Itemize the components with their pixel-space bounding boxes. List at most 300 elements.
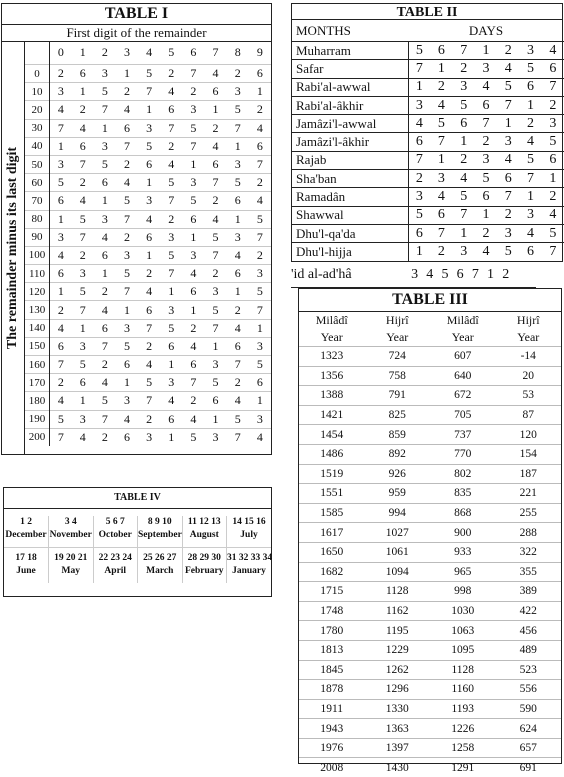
- table-3-row: [299, 542, 561, 562]
- table-4-month: July: [240, 530, 258, 540]
- table-3-row: [299, 660, 561, 680]
- table-1-row: [25, 283, 271, 301]
- table-3-row: [299, 621, 561, 641]
- table-1-cell: 7: [50, 356, 72, 374]
- table-3-cell: 672: [430, 386, 496, 406]
- table-1-cell: 2: [182, 83, 204, 101]
- table-4-cell: [227, 548, 272, 584]
- day-cell: 4: [475, 243, 497, 261]
- day-cell: 2: [430, 78, 452, 96]
- table-1-cell: 6: [72, 65, 94, 83]
- day-cell: 6: [430, 42, 452, 60]
- day-cell: 1: [408, 78, 430, 96]
- table-3-row: [299, 699, 561, 719]
- table-1-cell: 7: [204, 174, 226, 192]
- day-cell: 3: [497, 224, 519, 242]
- table-3-cell: 523: [496, 660, 562, 680]
- day-cell: 2: [475, 133, 497, 151]
- table-4-month: November: [49, 530, 92, 540]
- day-cell: 6: [408, 133, 430, 151]
- table-3-row: [299, 562, 561, 582]
- table-1-row-label: 100: [25, 246, 50, 264]
- table-3-subheader-row: [299, 329, 561, 347]
- table-3-cell: 154: [496, 444, 562, 464]
- month-name: Sha'ban: [292, 170, 408, 188]
- table-3-cell: 859: [365, 425, 431, 445]
- table-1-cell: 1: [204, 410, 226, 428]
- table-3-row: [299, 484, 561, 504]
- day-cell: 4: [542, 206, 564, 224]
- table-1-cell: 6: [160, 410, 182, 428]
- table-1-cell: 4: [160, 392, 182, 410]
- day-cell: 2: [408, 170, 430, 188]
- table-3-subheader: Year: [517, 330, 540, 344]
- table-3-cell: 1027: [365, 523, 431, 543]
- table-3-cell: 1226: [430, 719, 496, 739]
- day-cell: 2: [497, 206, 519, 224]
- table-1-cell: 2: [227, 301, 249, 319]
- table-3-cell: 1813: [299, 640, 365, 660]
- table-3-subheader: Year: [451, 330, 474, 344]
- table-1-cell: 6: [50, 265, 72, 283]
- table-1-cell: 6: [72, 374, 94, 392]
- table-1-cell: 5: [204, 228, 226, 246]
- table-4-title: TABLE IV: [4, 488, 271, 509]
- table-1-row: [25, 410, 271, 428]
- table-1-row: [25, 392, 271, 410]
- table-1-cell: 1: [94, 119, 116, 137]
- table-3-cell: 1195: [365, 621, 431, 641]
- table-1-cell: 1: [72, 319, 94, 337]
- table-1-cell: 2: [138, 265, 160, 283]
- table-1-cell: 5: [227, 410, 249, 428]
- table-1-row: [25, 319, 271, 337]
- table-1-cell: 4: [50, 392, 72, 410]
- table-3-cell: 187: [496, 464, 562, 484]
- table-1-cell: 7: [204, 319, 226, 337]
- table-1-cell: 4: [138, 210, 160, 228]
- table-1-cell: 6: [182, 283, 204, 301]
- table-1-cell: 1: [50, 210, 72, 228]
- table-1-cell: 1: [72, 83, 94, 101]
- table-1-cell: 5: [182, 119, 204, 137]
- id-al-adha-day: 3: [411, 266, 419, 282]
- day-cell: 2: [453, 151, 475, 169]
- table-3-row: [299, 582, 561, 602]
- table-3-row: [299, 758, 561, 777]
- table-1-row-label: 20: [25, 101, 50, 119]
- table-1-cell: 5: [72, 283, 94, 301]
- month-name: Dhu'l-qa'da: [292, 224, 408, 242]
- table-1-row-label: 200: [25, 428, 50, 446]
- table-1-row: [25, 101, 271, 119]
- table-1-cell: 3: [72, 337, 94, 355]
- day-cell: 5: [497, 78, 519, 96]
- table-3-cell: 959: [365, 484, 431, 504]
- day-cell: 4: [497, 60, 519, 78]
- table-1-cell: 5: [138, 65, 160, 83]
- table-2-title: TABLE II: [291, 3, 563, 20]
- table-1-cell: 3: [204, 356, 226, 374]
- table-1-cell: 1: [204, 337, 226, 355]
- table-4-month: May: [61, 566, 80, 576]
- day-cell: 7: [453, 206, 475, 224]
- table-3-cell: 53: [496, 386, 562, 406]
- day-cell: 7: [408, 151, 430, 169]
- id-al-adha-label: 'id al-ad'hâ: [291, 266, 352, 282]
- table-1-cell: 6: [227, 265, 249, 283]
- table-3-cell: 825: [365, 405, 431, 425]
- table-3-cell: 255: [496, 503, 562, 523]
- table-3-row: [299, 425, 561, 445]
- table-1-cell: 5: [50, 410, 72, 428]
- table-3-cell: 1330: [365, 699, 431, 719]
- table-3-subheader: Year: [386, 330, 409, 344]
- table-1-cell: 3: [249, 337, 271, 355]
- table-3-cell: 489: [496, 640, 562, 660]
- day-cell: 7: [475, 115, 497, 133]
- table-2: [291, 3, 563, 288]
- table-1-cell: 7: [94, 101, 116, 119]
- table-1-cell: 2: [249, 174, 271, 192]
- day-cell: 2: [542, 96, 564, 114]
- table-1-cell: 6: [138, 301, 160, 319]
- table-1-header-row: [25, 41, 271, 65]
- table-1-cell: 1: [182, 155, 204, 173]
- table-3-cell: 288: [496, 523, 562, 543]
- table-1-cell: 7: [249, 301, 271, 319]
- day-cell: 1: [430, 151, 452, 169]
- table-1-column-header: 3: [123, 45, 130, 59]
- table-1-cell: 6: [160, 101, 182, 119]
- table-4-month: February: [184, 566, 224, 576]
- table-1-cell: 2: [249, 101, 271, 119]
- day-cell: 4: [475, 78, 497, 96]
- table-1-cell: 6: [249, 137, 271, 155]
- table-3-cell: 355: [496, 562, 562, 582]
- table-1-cell: 7: [182, 137, 204, 155]
- table-3-row: [299, 523, 561, 543]
- table-1-cell: 3: [182, 174, 204, 192]
- table-4-month: December: [5, 530, 47, 540]
- table-1-cell: 3: [116, 319, 138, 337]
- table-1-cell: 7: [204, 246, 226, 264]
- day-cell: 5: [453, 96, 475, 114]
- table-3-cell: 1454: [299, 425, 365, 445]
- table-1-cell: 7: [94, 337, 116, 355]
- table-1-cell: 4: [249, 428, 271, 446]
- id-al-adha-day: 1: [487, 266, 495, 282]
- table-3-cell: 1911: [299, 699, 365, 719]
- table-2-row: [292, 42, 564, 60]
- table-3-row: [299, 680, 561, 700]
- table-1-cell: 3: [94, 137, 116, 155]
- table-1-row-label: 190: [25, 410, 50, 428]
- table-3-cell: 657: [496, 738, 562, 758]
- day-cell: 6: [519, 243, 541, 261]
- table-1-cell: 7: [227, 428, 249, 446]
- table-1-cell: 3: [50, 155, 72, 173]
- month-name: Jamâzi'l-awwal: [292, 115, 408, 133]
- table-1-grid: [25, 41, 271, 446]
- month-name: Safar: [292, 60, 408, 78]
- table-1-cell: 7: [182, 65, 204, 83]
- table-3-cell: 1682: [299, 562, 365, 582]
- day-cell: 6: [542, 60, 564, 78]
- table-1-cell: 3: [249, 265, 271, 283]
- table-3-header: Milâdî: [446, 313, 479, 327]
- table-4-cell: [93, 548, 138, 584]
- table-1-cell: 2: [249, 246, 271, 264]
- table-1-row: [25, 301, 271, 319]
- month-name: Jamâzi'l-âkhir: [292, 133, 408, 151]
- table-1-cell: 7: [116, 283, 138, 301]
- table-1-cell: 1: [138, 246, 160, 264]
- table-1-row-label: 80: [25, 210, 50, 228]
- day-cell: 1: [408, 243, 430, 261]
- table-1-cell: 1: [160, 283, 182, 301]
- day-cell: 5: [430, 115, 452, 133]
- table-1-cell: 4: [72, 428, 94, 446]
- table-1-column-header: 9: [256, 45, 263, 59]
- table-2-row: [292, 78, 564, 96]
- table-3-cell: 590: [496, 699, 562, 719]
- table-1-cell: 1: [182, 228, 204, 246]
- table-1-cell: 5: [94, 392, 116, 410]
- table-4-month: September: [138, 530, 182, 540]
- day-cell: 1: [475, 42, 497, 60]
- table-4-numbers: 17 18: [15, 553, 37, 563]
- table-4-cell: [49, 548, 94, 584]
- table-1-column-header: 7: [212, 45, 219, 59]
- table-4-cell: [182, 516, 227, 548]
- table-1-row: [25, 356, 271, 374]
- table-3-cell: 1617: [299, 523, 365, 543]
- day-cell: 7: [542, 243, 564, 261]
- day-cell: 7: [453, 42, 475, 60]
- table-1-column-header: 8: [234, 45, 241, 59]
- table-3-cell: 998: [430, 582, 496, 602]
- table-3-cell: 221: [496, 484, 562, 504]
- table-3-cell: 1128: [430, 660, 496, 680]
- table-2-row: [292, 60, 564, 78]
- table-1-cell: 2: [116, 228, 138, 246]
- table-1-cell: 3: [116, 392, 138, 410]
- table-1-cell: 4: [116, 101, 138, 119]
- table-1-cell: 1: [94, 192, 116, 210]
- table-4-numbers: 1 2: [20, 517, 32, 527]
- table-3-cell: 900: [430, 523, 496, 543]
- table-1-row: [25, 83, 271, 101]
- day-cell: 3: [519, 206, 541, 224]
- table-1-cell: 5: [227, 174, 249, 192]
- table-2-row: [292, 188, 564, 206]
- table-1-row: [25, 174, 271, 192]
- table-1-cell: 2: [182, 319, 204, 337]
- day-cell: 1: [542, 170, 564, 188]
- table-1-cell: 6: [116, 119, 138, 137]
- table-1-cell: 4: [72, 192, 94, 210]
- table-1-cell: 2: [204, 192, 226, 210]
- table-1-cell: 5: [249, 356, 271, 374]
- table-3-cell: 456: [496, 621, 562, 641]
- table-1-cell: 7: [138, 83, 160, 101]
- table-2-row: [292, 115, 564, 133]
- table-3-cell: 1715: [299, 582, 365, 602]
- table-4-numbers: 11 12 13: [187, 517, 221, 527]
- id-al-adha-day: 2: [502, 266, 510, 282]
- table-3-cell: 640: [430, 366, 496, 386]
- table-4-numbers: 14 15 16: [232, 517, 266, 527]
- day-cell: 5: [497, 243, 519, 261]
- table-1-cell: 7: [182, 374, 204, 392]
- table-3-cell: 835: [430, 484, 496, 504]
- month-name: Rabi'al-awwal: [292, 78, 408, 96]
- table-4-month: April: [104, 566, 127, 576]
- table-3-row: [299, 444, 561, 464]
- day-cell: 7: [497, 96, 519, 114]
- table-1-cell: 2: [138, 337, 160, 355]
- day-cell: 2: [519, 115, 541, 133]
- table-4-month: January: [232, 566, 266, 576]
- table-3-row: [299, 738, 561, 758]
- table-1-cell: 6: [160, 337, 182, 355]
- table-4-cell: [4, 516, 49, 548]
- table-1-row: [25, 210, 271, 228]
- table-1-row-label: 30: [25, 119, 50, 137]
- table-1-cell: 4: [138, 356, 160, 374]
- table-3-header-row: [299, 312, 561, 329]
- table-1-cell: 4: [249, 192, 271, 210]
- day-cell: 5: [453, 188, 475, 206]
- table-1-cell: 1: [138, 174, 160, 192]
- day-cell: 2: [497, 42, 519, 60]
- month-name: Shawwal: [292, 206, 408, 224]
- table-3: [298, 288, 562, 774]
- table-3-header: Hijrî: [516, 313, 540, 327]
- day-cell: 4: [519, 133, 541, 151]
- table-4-numbers: 5 6 7: [105, 517, 125, 527]
- table-1-cell: 7: [227, 119, 249, 137]
- day-cell: 7: [542, 78, 564, 96]
- table-3-cell: 933: [430, 542, 496, 562]
- table-4-cell: [227, 516, 272, 548]
- table-1-cell: 3: [227, 228, 249, 246]
- table-1-cell: 5: [182, 428, 204, 446]
- table-1-cell: 4: [116, 174, 138, 192]
- day-cell: 3: [475, 60, 497, 78]
- table-1-cell: 4: [204, 137, 226, 155]
- day-cell: 5: [519, 60, 541, 78]
- table-3-cell: 1486: [299, 444, 365, 464]
- table-4-month: June: [16, 566, 36, 576]
- day-cell: 4: [542, 42, 564, 60]
- table-3-cell: 20: [496, 366, 562, 386]
- table-1-row-label: 180: [25, 392, 50, 410]
- table-1-cell: 5: [249, 210, 271, 228]
- table-3-row: [299, 719, 561, 739]
- table-1-cell: 2: [50, 374, 72, 392]
- table-3-cell: 791: [365, 386, 431, 406]
- table-1-row-label: 40: [25, 137, 50, 155]
- day-cell: 4: [497, 151, 519, 169]
- table-1-row-label: 50: [25, 155, 50, 173]
- table-1-row: [25, 155, 271, 173]
- table-1-cell: 4: [94, 228, 116, 246]
- table-1-row-label: 60: [25, 174, 50, 192]
- day-cell: 5: [475, 170, 497, 188]
- table-1-cell: 2: [160, 210, 182, 228]
- table-1-cell: 6: [249, 374, 271, 392]
- table-1-cell: 6: [138, 155, 160, 173]
- table-4-numbers: 19 20 21: [54, 553, 88, 563]
- table-1-cell: 2: [116, 83, 138, 101]
- table-4-month: March: [146, 566, 174, 576]
- table-3-row: [299, 640, 561, 660]
- table-1-cell: 4: [138, 283, 160, 301]
- table-1-column-header: 0: [57, 45, 64, 59]
- table-4-numbers: 3 4: [64, 517, 77, 527]
- table-3-cell: 1061: [365, 542, 431, 562]
- table-1-cell: 2: [50, 301, 72, 319]
- table-1-row: [25, 192, 271, 210]
- table-1-row-label: 90: [25, 228, 50, 246]
- day-cell: 3: [453, 243, 475, 261]
- table-1-cell: 2: [94, 283, 116, 301]
- table-1-row: [25, 246, 271, 264]
- table-1-cell: 7: [72, 301, 94, 319]
- table-1-cell: 2: [72, 246, 94, 264]
- day-cell: 1: [430, 60, 452, 78]
- table-3-row: [299, 601, 561, 621]
- table-3-cell: 322: [496, 542, 562, 562]
- table-1-cell: 7: [138, 392, 160, 410]
- table-1-cell: 1: [160, 428, 182, 446]
- table-1-row-label: 130: [25, 301, 50, 319]
- table-1-cell: 5: [116, 192, 138, 210]
- day-cell: 3: [542, 115, 564, 133]
- table-3-cell: 1095: [430, 640, 496, 660]
- day-cell: 7: [497, 188, 519, 206]
- table-4-row: [4, 516, 271, 548]
- table-3-cell: 1030: [430, 601, 496, 621]
- table-1-row-label: 150: [25, 337, 50, 355]
- table-1-cell: 5: [72, 356, 94, 374]
- day-cell: 6: [519, 78, 541, 96]
- table-3-row: [299, 503, 561, 523]
- table-1-row-label: 160: [25, 356, 50, 374]
- table-1-row-label: 70: [25, 192, 50, 210]
- table-1-cell: 2: [72, 101, 94, 119]
- day-cell: 6: [430, 206, 452, 224]
- table-3-cell: 868: [430, 503, 496, 523]
- table-1-cell: 7: [249, 228, 271, 246]
- table-1-cell: 5: [249, 283, 271, 301]
- table-1-cell: 1: [249, 392, 271, 410]
- table-1-cell: 7: [50, 428, 72, 446]
- table-3-cell: 607: [430, 347, 496, 367]
- table-1-cell: 4: [50, 246, 72, 264]
- table-1-cell: 1: [50, 137, 72, 155]
- table-1-cell: 5: [204, 374, 226, 392]
- id-al-adha-day: 4: [426, 266, 434, 282]
- table-3-cell: 926: [365, 464, 431, 484]
- day-cell: 7: [408, 60, 430, 78]
- table-1-cell: 5: [227, 101, 249, 119]
- table-1-cell: 2: [160, 137, 182, 155]
- table-1-cell: 5: [116, 337, 138, 355]
- table-1-cell: 2: [227, 374, 249, 392]
